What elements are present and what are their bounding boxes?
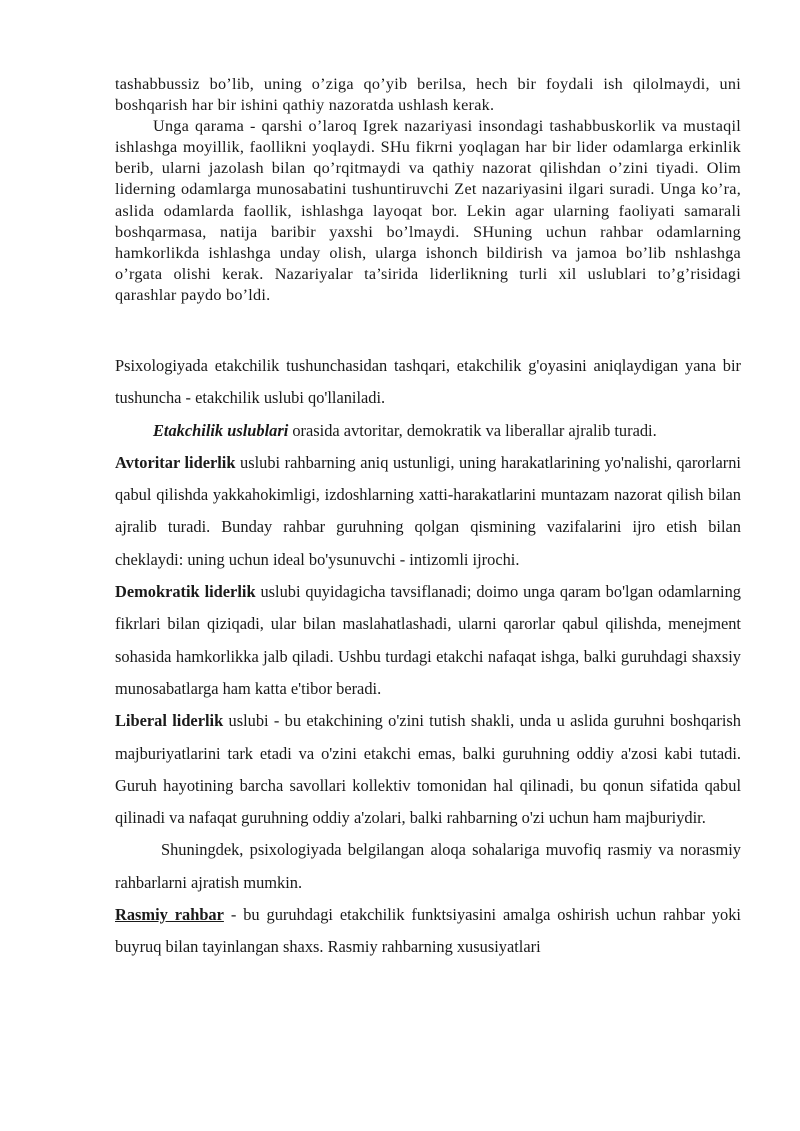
paragraph-authoritarian [115, 447, 741, 576]
term-authoritarian: Avtoritar liderlik [115, 452, 236, 472]
term-liberal: Liberal liderlik [115, 711, 224, 731]
term-leadership-styles: Etakchilik uslublari [153, 420, 289, 440]
text-block-lower [115, 350, 741, 964]
formal-leader-text: - bu guruhdagi etakchilik funktsiyasini amalga oshirish uchun rahbar yoki buyruq bilan tayinlangan shaxs. Rasmiy rahbarning xususiyatlari [115, 905, 741, 957]
democratic-text: uslubi quyidagicha tavsiflanadi; doimo unga qaram bo'lgan odamlarning fikrlari bilan qiziqadi, ular bilan maslahatlashadi, ularni qarorlar qabul qilishda, menejment sohasida hamkorlikka jalb qiladi. Ushbu turdagi etakchi nafaqat ishga, balki guruhdagi shaxsiy munosabatlarga ham katta e'tibor beradi. [115, 582, 741, 698]
paragraph-democratic [115, 576, 741, 705]
paragraph-liberal [115, 705, 741, 834]
paragraph-continuation: tashabbussiz bo’lib, uning o’ziga qo’yib berilsa, hech bir foydali ish qilolmaydi, uni boshqarish har bir ishini qathiy nazoratda ushlash kerak. [115, 75, 741, 115]
term-formal-leader: Rasmiy rahbar [115, 905, 224, 925]
authoritarian-text: uslubi rahbarning aniq ustunligi, uning harakatlarining yo'nalishi, qarorlarni qabul qilishda yakkahokimligi, izdoshlarning xatti-harakatlarini muntazam nazorat qilish bilan ajralib turadi. Bunday rahbar guruhning qolgan qismining vazifalarini ijro etish bilan cheklaydi: uning uchun ideal bo'ysunuvchi - intizomli ijrochi. [115, 452, 741, 569]
paragraph-leadership-styles [115, 415, 741, 447]
paragraph-theories: Unga qarama - qarshi o’laroq Igrek nazariyasi insondagi tashabbuskorlik va mustaqil ishlashga moyillik, faollikni yoqlaydi. SHu fikrni yoqlagan har bir lider odamlarga erkinlik berib, ularni jazolash bilan qo’rqitmaydi va qathiy nazorat qilishdan o’zini tiyadi. Olim liderning odamlarga munosabatini tushuntiruvchi Zet nazariyasini ilgari suradi. Unga ko’ra, aslida odamlarda faollik, ishlashga layoqat bor. Lekin agar ularning faoliyati samarali boshqarmasa, natija baribir yaxshi bo’lmaydi. SHuning uchun rahbar odamlarning hamkorlikda ishlashga unday olish, ularga ishonch bildirish va jamoa bo’lib nshlashga o’rgata olishi kerak. Nazariyalar ta’sirida liderlikning turli xil uslublari to’g’risidagi qarashlar paydo bo’ldi. [115, 117, 741, 304]
term-democratic: Demokratik liderlik [115, 582, 256, 602]
paragraph-formal-leader [115, 899, 741, 964]
text-block-upper [115, 74, 741, 306]
leadership-styles-text: orasida avtoritar, demokratik va liberallar ajralib turadi. [288, 420, 657, 440]
liberal-text: uslubi - bu etakchining o'zini tutish shakli, unda u aslida guruhni boshqarish majburiyatlarini tark etadi va o'zini etakchi emas, balki guruhning oddiy a'zosi kabi tutadi. Guruh hayotining barcha savollari kollektiv tomonidan hal qilinadi, bu qonun sifatida qabul qilinadi va nafaqat guruhning oddiy a'zolari, balki rahbarning o'zi uchun ham majburiydir. [115, 711, 742, 828]
paragraph-leadership-style-intro: Psixologiyada etakchilik tushunchasidan tashqari, etakchilik g'oyasini aniqlaydigan yana bir tushuncha - etakchilik uslubi qo'llaniladi. [115, 356, 741, 408]
paragraph-formal-informal: Shuningdek, psixologiyada belgilangan aloqa sohalariga muvofiq rasmiy va norasmiy rahbarlarni ajratish mumkin. [115, 840, 741, 892]
